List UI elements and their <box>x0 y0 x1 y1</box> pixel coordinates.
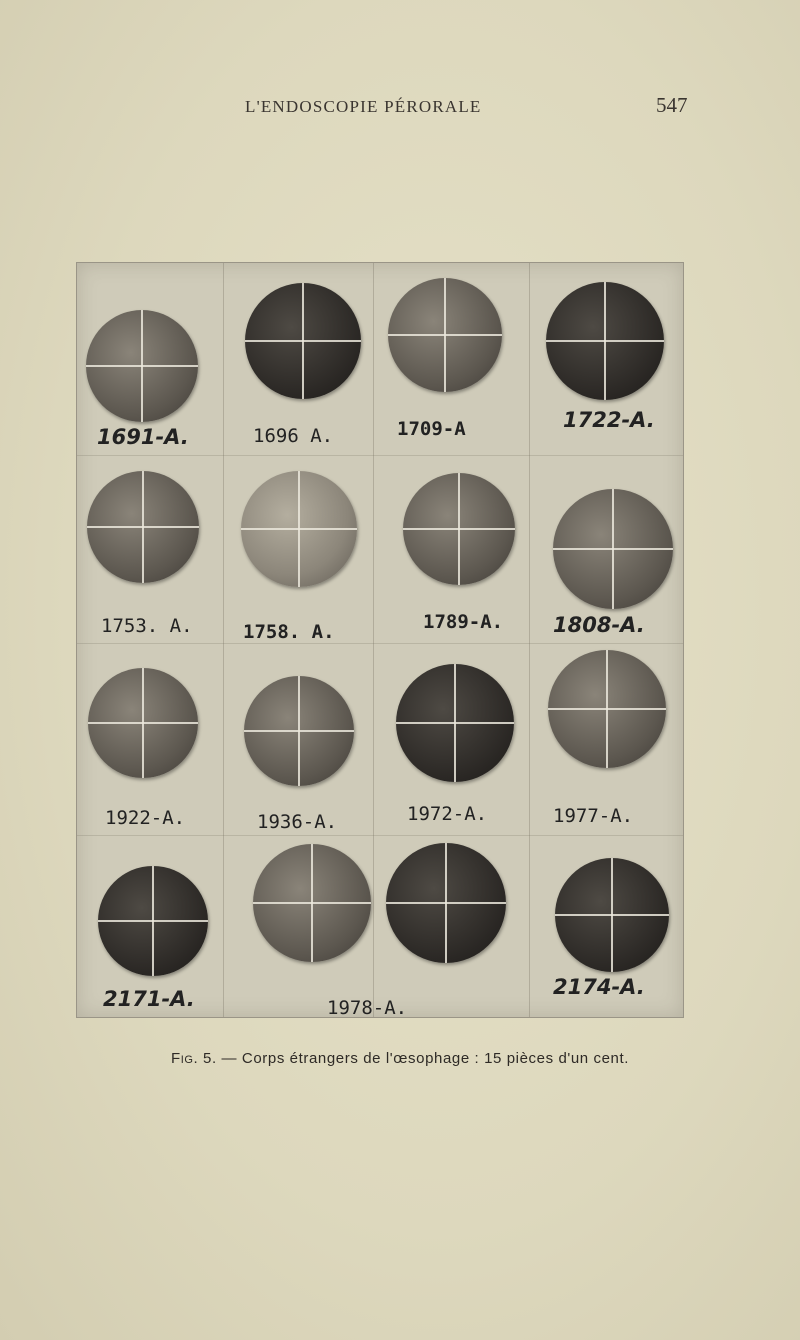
specimen-label: 2174-A. <box>553 975 645 999</box>
coin-cut-line <box>98 920 208 922</box>
coin-cut-line <box>555 914 669 916</box>
figure-number: Fig. 5. <box>170 1050 217 1067</box>
coin-cut-line <box>396 722 514 724</box>
coin-photo <box>396 664 514 782</box>
coin-cut-line <box>88 722 198 724</box>
specimen-label: 1808-A. <box>553 613 645 637</box>
plate-divider <box>529 263 530 1017</box>
figure-caption <box>0 1050 800 1067</box>
coin-cut-line <box>546 340 664 342</box>
coin-cut-line <box>241 528 357 530</box>
coin-photo <box>88 668 198 778</box>
page-number: 547 <box>656 93 688 117</box>
specimen-label: 1922-A. <box>105 807 186 829</box>
plate-divider <box>373 263 374 1017</box>
coin-photo <box>86 310 198 422</box>
specimen-label: 1691-A. <box>97 425 189 449</box>
coin-cut-line <box>244 730 354 732</box>
running-head <box>0 95 800 121</box>
coin-cut-line <box>548 708 666 710</box>
figure-caption-text: — Corps étrangers de l'œsophage : 15 pièces d'un cent. <box>216 1050 630 1067</box>
specimen-label: 1758. A. <box>243 621 335 643</box>
plate-divider <box>77 643 683 644</box>
coin-photo <box>546 282 664 400</box>
coin-photo <box>98 866 208 976</box>
coin-photo <box>253 844 371 962</box>
specimen-label: 2171-A. <box>103 987 195 1011</box>
plate-divider <box>223 263 224 1017</box>
coin-photo <box>386 843 506 963</box>
coin-photo <box>553 489 673 609</box>
specimen-label: 1789-A. <box>423 611 504 633</box>
coin-photo <box>403 473 515 585</box>
specimen-label: 1709-A <box>397 418 466 440</box>
coin-photograph-plate <box>76 262 684 1018</box>
coin-cut-line <box>245 340 361 342</box>
coin-photo <box>244 676 354 786</box>
specimen-label: 1972-A. <box>407 803 488 825</box>
coin-cut-line <box>87 526 199 528</box>
specimen-label: 1978-A. <box>327 997 408 1019</box>
coin-cut-line <box>388 334 502 336</box>
coin-photo <box>245 283 361 399</box>
coin-cut-line <box>553 548 673 550</box>
coin-cut-line <box>86 365 198 367</box>
plate-divider <box>77 455 683 456</box>
specimen-label: 1753. A. <box>101 615 193 637</box>
specimen-label: 1936-A. <box>257 811 338 833</box>
coin-cut-line <box>386 902 506 904</box>
specimen-label: 1722-A. <box>563 408 655 432</box>
plate-divider <box>77 835 683 836</box>
coin-photo <box>548 650 666 768</box>
coin-photo <box>241 471 357 587</box>
coin-photo <box>388 278 502 392</box>
coin-photo <box>555 858 669 972</box>
coin-cut-line <box>403 528 515 530</box>
specimen-label: 1977-A. <box>553 805 634 827</box>
specimen-label: 1696 A. <box>253 425 334 447</box>
coin-photo <box>87 471 199 583</box>
running-title: L'ENDOSCOPIE PÉRORALE <box>245 97 482 116</box>
coin-cut-line <box>253 902 371 904</box>
